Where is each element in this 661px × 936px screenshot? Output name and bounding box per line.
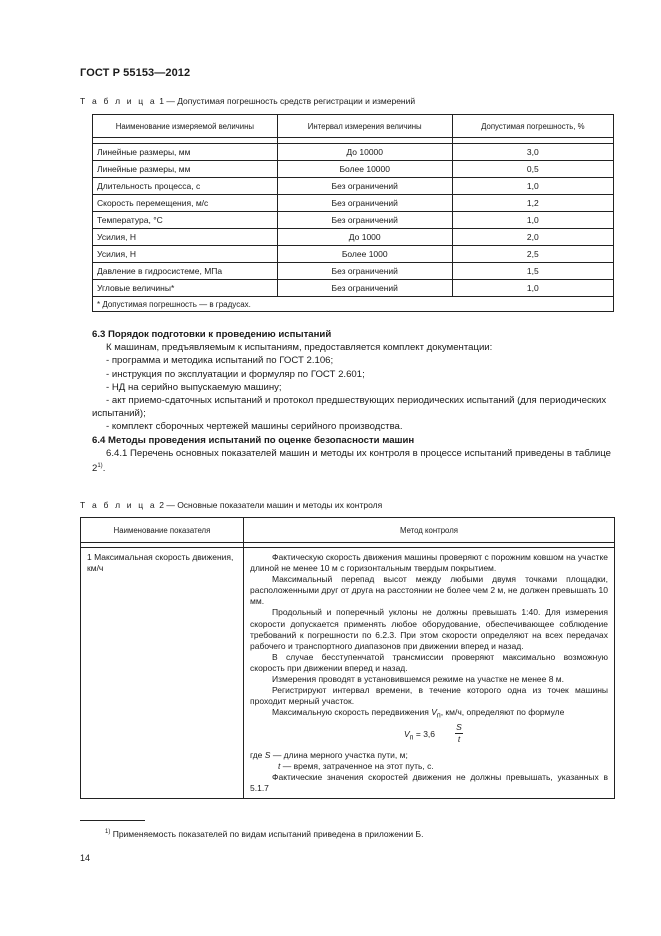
section-6-3 xyxy=(92,328,615,475)
formula-numerator: S xyxy=(456,722,462,733)
table1-header-cell: Допустимая погрешность, % xyxy=(452,115,613,138)
table1-cell: Без ограничений xyxy=(277,263,452,280)
table1-header-cell: Наименование измеряемой величины xyxy=(93,115,278,138)
table-row xyxy=(93,229,614,246)
method-paragraph xyxy=(250,761,608,772)
table1-header-cell: Интервал измерения величины xyxy=(277,115,452,138)
formula-denominator: t xyxy=(457,734,461,745)
section-6-4-1-text: 6.4.1 Перечень основных показателей машин и методы их контроля в процессе испытаний приведены в таблице 2 xyxy=(92,447,612,475)
table1-note: * Допустимая погрешность — в градусах. xyxy=(93,297,614,312)
table1-note-row xyxy=(93,297,614,312)
velocity-formula xyxy=(250,722,608,750)
formula-lhs xyxy=(404,729,435,744)
list-item: - НД на серийно выпускаемую машину; xyxy=(106,381,282,393)
table1-cell: Более 1000 xyxy=(277,246,452,263)
table1-cell: Линейные размеры, мм xyxy=(93,144,278,161)
table1-cell: Без ограничений xyxy=(277,195,452,212)
table-row xyxy=(93,212,614,229)
method-text: где xyxy=(250,750,265,761)
table-row xyxy=(93,195,614,212)
table1-cell: 1,5 xyxy=(452,263,613,280)
list-item: - программа и методика испытаний по ГОСТ 2.106; xyxy=(106,355,334,367)
table1-cell: Температура, °С xyxy=(93,212,278,229)
table-row xyxy=(93,144,614,161)
table1-cell: Более 10000 xyxy=(277,161,452,178)
formula-coefficient: = 3,6 xyxy=(413,729,436,740)
table2-caption-text: 2 — Основные показатели машин и методы их контроля xyxy=(159,500,383,510)
table1-cell: Без ограничений xyxy=(277,212,452,229)
table1-cell: 1,0 xyxy=(452,212,613,229)
table1-cell: Усилия, Н xyxy=(93,229,278,246)
footnote xyxy=(105,829,423,839)
method-paragraph: Измерения проводят в установившемся режиме на участке не менее 8 м. xyxy=(272,674,565,685)
table1-cell: Давление в гидросистеме, МПа xyxy=(93,263,278,280)
table1-cell: Без ограничений xyxy=(277,280,452,297)
method-text: — длина мерного участка пути, м; xyxy=(270,750,408,761)
method-paragraph xyxy=(250,750,608,761)
table1-cell: Усилия, Н xyxy=(93,246,278,263)
method-paragraph xyxy=(250,707,608,722)
footnote-mark: 1) xyxy=(105,829,111,836)
footnote-ref: 1) xyxy=(97,463,103,470)
formula-subscript: п xyxy=(409,733,414,742)
velocity-subscript: п xyxy=(436,712,441,720)
formula-fraction xyxy=(455,722,463,745)
table-row xyxy=(93,246,614,263)
table-row xyxy=(93,280,614,297)
table1-cell: 0,5 xyxy=(452,161,613,178)
table-row xyxy=(81,548,615,799)
document-id: ГОСТ Р 55153—2012 xyxy=(80,67,191,79)
formula-symbol: V xyxy=(404,729,410,740)
table1-cell: Скорость перемещения, м/с xyxy=(93,195,278,212)
table1-caption-word: Т а б л и ц а xyxy=(80,96,157,106)
method-paragraph: Продольный и поперечный уклоны не должны превышать 1:40. Для измерения скорости допускается применять любое оборудование, обеспечивающее соблюдение требований к погрешности по 6.2.3. При этом скорости определяют на всех передачах рабочего и транспортного диапазонов при движении вперед и назад. xyxy=(250,607,608,651)
table1 xyxy=(92,114,614,312)
table1-caption xyxy=(80,96,415,106)
table2 xyxy=(80,517,615,799)
table1-cell: Линейные размеры, мм xyxy=(93,161,278,178)
table2-caption-word: Т а б л и ц а xyxy=(80,500,157,510)
method-paragraph: Фактические значения скоростей движения не должны превышать, указанных в 5.1.7 xyxy=(250,772,608,794)
table2-header-cell: Наименование показателя xyxy=(81,518,244,543)
list-item: - инструкция по эксплуатации и формуляр по ГОСТ 2.601; xyxy=(106,368,365,380)
method-paragraph: Максимальный перепад высот между любыми двумя точками площадки, расположенными друг от друга на расстоянии не более чем 2 м, не должен превышать 10 мм. xyxy=(250,574,608,607)
page-number: 14 xyxy=(80,853,91,863)
table1-cell: 2,5 xyxy=(452,246,613,263)
table2-method-cell xyxy=(244,548,615,799)
table2-header-row xyxy=(81,518,615,543)
table1-cell: Длительность процесса, с xyxy=(93,178,278,195)
table1-cell: 1,0 xyxy=(452,280,613,297)
table-row xyxy=(93,161,614,178)
method-text: — время, затраченное на этот путь, с. xyxy=(280,761,434,772)
footnote-text: Применяемость показателей по видам испытаний приведена в приложении Б. xyxy=(110,829,424,839)
table1-header-row xyxy=(93,115,614,138)
list-item: - акт приемо-сдаточных испытаний и протокол предшествующих периодических испытаний (для периодических испытаний); xyxy=(92,395,607,420)
method-paragraph: Регистрируют интервал времени, в течение которого одна из точек машины проходит мерный участок. xyxy=(250,685,608,707)
section-6-4-1-end: . xyxy=(102,463,106,475)
table1-cell: 3,0 xyxy=(452,144,613,161)
distance-symbol: S xyxy=(264,750,271,761)
table1-cell: Без ограничений xyxy=(277,178,452,195)
method-text: , км/ч, определяют по формуле xyxy=(440,707,565,718)
section-6-3-title: 6.3 Порядок подготовки к проведению испытаний xyxy=(92,329,332,340)
section-6-3-intro: К машинам, предъявляемым к испытаниям, предоставляется комплект документации: xyxy=(106,342,493,354)
method-text: Максимальную скорость передвижения xyxy=(272,707,432,718)
table1-cell: До 10000 xyxy=(277,144,452,161)
method-paragraph: Фактическую скорость движения машины проверяют с порожним ковшом на участке длиной не менее 10 м с горизонтальным твердым покрытием. xyxy=(250,552,608,574)
time-symbol: t xyxy=(278,761,281,772)
table1-cell: 1,2 xyxy=(452,195,613,212)
table-row xyxy=(93,178,614,195)
table-row xyxy=(93,263,614,280)
table1-cell: 1,0 xyxy=(452,178,613,195)
velocity-symbol: V xyxy=(431,707,437,718)
section-6-4-1-paragraph xyxy=(92,447,615,476)
method-paragraph: В случае бесступенчатой трансмиссии проверяют максимально возможную скорость при движении вперед и назад. xyxy=(250,651,608,673)
table2-parameter-cell: 1 Максимальная скорость движения, км/ч xyxy=(81,548,244,799)
table2-header-cell: Метод контроля xyxy=(244,518,615,543)
footnote-divider xyxy=(80,820,145,821)
table1-caption-text: 1 — Допустимая погрешность средств регистрации и измерений xyxy=(159,96,416,106)
table1-cell: Угловые величины* xyxy=(93,280,278,297)
list-item: - комплект сборочных чертежей машины серийного производства. xyxy=(106,421,403,433)
table2-caption xyxy=(80,500,382,510)
table1-cell: 2,0 xyxy=(452,229,613,246)
section-6-4-title: 6.4 Методы проведения испытаний по оценке безопасности машин xyxy=(92,434,415,446)
table1-cell: До 1000 xyxy=(277,229,452,246)
